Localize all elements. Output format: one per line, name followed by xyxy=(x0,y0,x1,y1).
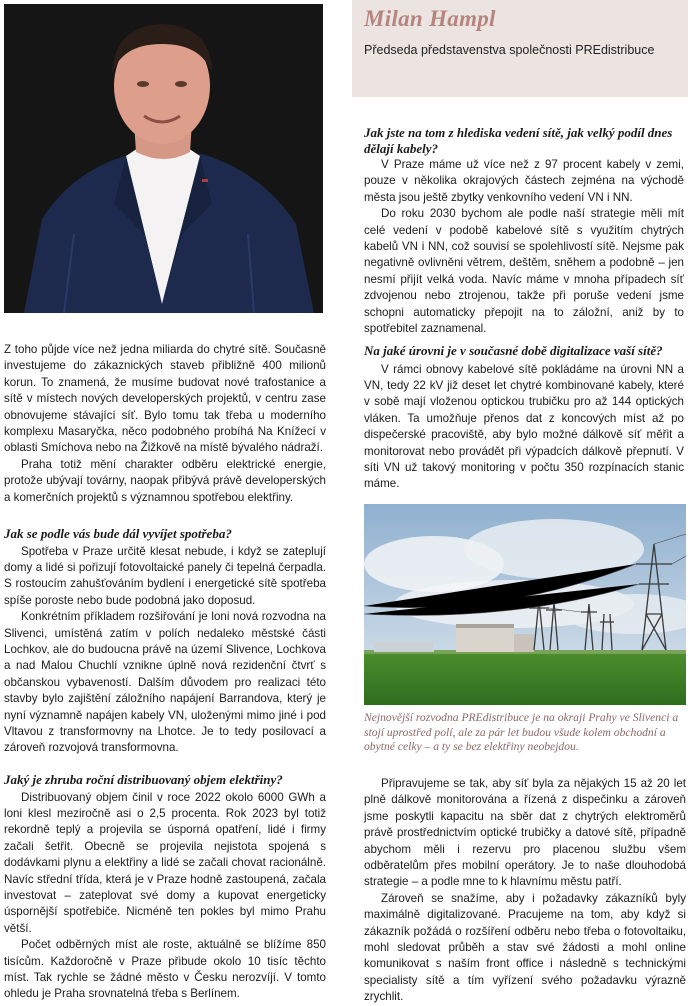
section-q4 xyxy=(4,772,326,1003)
section-q2 xyxy=(364,343,684,493)
question-heading: Jak se podle vás bude dál vyvíjet spotřeba? xyxy=(4,526,232,541)
paragraph: Distribuovaný objem činil v roce 2022 okolo 6000 GWh a loni klesl meziročně asi o 2,5 procenta. Rok 2023 byl totiž rekordně teplý a projevila se úsporná opatření, lidé i firmy začali šetřit. Obecně se projevila nejistota spojená s dodávkami plynu a elektřiny a lidé se začali chovat racionálně. Navíc střední třída, která je v Praze hodně zastoupená, začala investovat – zateplovat své domy a kupovat energeticky úspornější spotřebiče. Nicméně ten pokles byl mimo Prahu větší. xyxy=(4,790,326,935)
paragraph: Připravujeme se tak, aby síť byla za nějakých 15 až 20 let plně dálkově monitorována a řízená z dispečinku a zároveň jsme poskytli kapacitu na sběr dat z chytrých elektroměrů právě prostřednictvím optické trubičky a datové sítě, případně abychom měli i rezervu pro placenou službu všem odběratelům přes mobilní operátory. Je to naše dlouhodobá strategie – a podle mne to k hlavnímu městu patří. xyxy=(364,777,686,889)
person-name: Milan Hampl xyxy=(364,6,496,31)
paragraph: Z toho půjde více než jedna miliarda do chytré sítě. Současně investujeme do zákaznických staveb přibližně 400 milionů korun. To znamená, že musíme budovat nové trafostanice a sítě v místech nových developerských projektů, v centru zase obnovujeme stávající síť. Bylo tomu tak třeba u moderního komplexu Masaryčka, něco podobného probíhá Na Knížecí v oblasti Smíchova nebo na Žižkově na místě bývalého nádraží. xyxy=(4,343,326,455)
question-heading: Na jaké úrovni je v současné době digitalizace vaší sítě? xyxy=(364,343,663,358)
question-heading: Jaký je zhruba roční distribuovaný objem elektřiny? xyxy=(4,772,283,787)
portrait-photo xyxy=(4,4,323,313)
paragraph: Počet odběrných míst ale roste, aktuálně se blížíme 850 tisícům. Každoročně v Praze přibude okolo 10 tisíc těchto míst. Tak rychle se žádné město v Česku nerozvíjí. V tomto ohledu je Praha srovnatelná třeba s Berlínem. xyxy=(4,938,326,1001)
paragraph: V Praze máme už více než z 97 procent kabely v zemi, pouze v několika okrajových částech zejména na východě města jsou ještě zbytky venkovního vedení VN i NN. xyxy=(364,158,684,204)
person-role: Předseda představenstva společnosti PREdistribuce xyxy=(364,43,655,57)
paragraph: V rámci obnovy kabelové sítě pokládáme na úrovni NN a VN, tedy 22 kV již deset let chytré kombinované kabely, které v sobě mají vloženou optickou trubičku pro až 144 optických vláken. Ta umožňuje přenos dat z koncových míst až po dispečerské pracoviště, aby bylo možné dálkově síť měřit a monitorovat nebo provádět při výpadcích dálkově přepnutí. V síti VN už takový monitoring v počtu 350 rozpínacích stanic máme. xyxy=(364,362,684,491)
paragraph: Spotřeba v Praze určitě klesat nebude, i když se zateplují domy a lidé si pořizují fotovoltaické panely či tepelná čerpadla. S rostoucím zahušťováním bydlení i energetické sítě spotřeba spíše poroste nebo bude podobná jako doposud. xyxy=(4,544,326,607)
photo-caption: Nejnovější rozvodna PREdistribuce je na okraji Prahy ve Slivenci a stojí uprostřed polí, ale za pár let budou všude kolem obchodní a obytné celky – a ty se bez elektřiny neobejdou. xyxy=(364,711,679,754)
section-q3 xyxy=(4,526,326,757)
question-heading: Jak jste na tom z hlediska vedení sítě, jak velký podíl dnes dělají kabely? xyxy=(364,125,673,156)
section-closing xyxy=(364,776,686,1006)
name-header xyxy=(352,0,688,97)
section-intro xyxy=(4,342,326,506)
paragraph: Konkrétním příkladem rozšiřování je loni nová rozvodna na Slivenci, umístěná zatím v polích nedaleko městské části Lochkov, ale do budoucna právě na území Slivence, Lochkova a nad Malou Chuchlí vznikne úplně nová rezidenční čtvrť s občanskou vybaveností. Dalším důvodem pro realizaci této stavby bylo zajištění záložního napájení Barrandova, který je nyní významně napájen kabely VN, uloženými mimo jiné i pod Vltavou z transformovny na Lhotce. Je to tedy posilovací a zároveň rozvojová transformovna. xyxy=(4,610,326,755)
paragraph: Praha totiž mění charakter odběru elektrické energie, protože ubývají továrny, naopak přibývá právě developerských a komerčních projektů s významnou spotřebou elektřiny. xyxy=(4,457,326,504)
paragraph: Do roku 2030 bychom ale podle naší strategie měli mít celé vedení v podobě kabelové sítě s využitím chytrých kabelů VN i NN, což souvisí se spolehlivostí sítě. Nejsme pak negativně ovlivněni větrem, deštěm, sněhem a podobně – jen nesmí přijít velká voda. Navíc máme v mnoha případech síť zdvojenou nebo ztrojenou, takže při poruše vedení jsme schopni automaticky přepojit na to záložní, aniž by to spotřebitel zaznamenal. xyxy=(364,207,684,336)
paragraph: Zároveň se snažíme, aby i požadavky zákazníků byly maximálně digitalizované. Pracujeme na tom, aby když si zákazník požádá o rozšíření odběru nebo třeba o fotovoltaiku, mohl sledovat průběh a stav své žádosti a mohl online komunikovat s naším front office i následně s technickými specialisty sítě a tím vyřízení svého požadavku výrazně zrychlit. xyxy=(364,891,686,1004)
section-q1 xyxy=(364,125,684,337)
substation-photo xyxy=(364,504,686,705)
